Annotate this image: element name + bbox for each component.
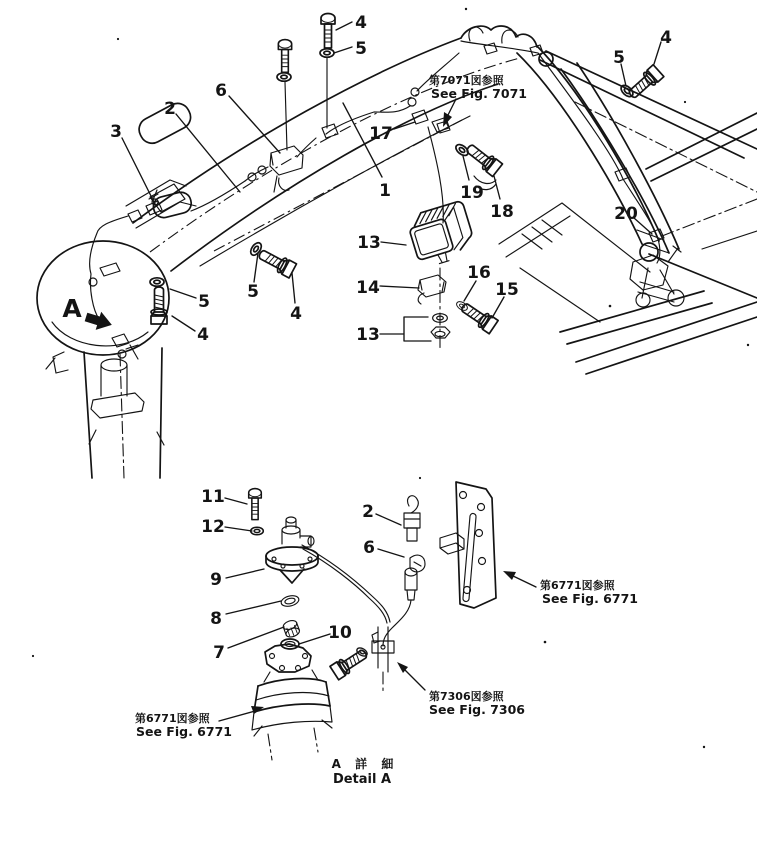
view-a-arrow [83,308,114,334]
o-ring-8 [280,594,300,608]
wiring-harness [89,41,664,359]
callout-16: 16 [467,263,491,283]
callout-2-harness: 2 [164,99,176,119]
callout-5-top-right: 5 [613,48,625,68]
bracket-7306 [372,627,394,694]
nut-13 [431,327,450,338]
washer-5-top-left [320,49,334,57]
view-a-label: A [62,294,82,323]
ref-notes [135,73,638,739]
callout-4-top-right: 4 [660,28,672,48]
ref-note-7306-en: See Fig. 7306 [429,702,525,717]
washer-5-top-right [619,83,635,99]
lamp-mounting-hardware [418,275,498,338]
bolt-4-mid [256,247,296,278]
bolt-4-top-left [321,14,335,49]
connector-2-wire-loop [408,496,419,513]
bolt-clamp-6 [278,40,291,73]
callout-6-boom: 6 [215,81,227,101]
detail-caption-en: Detail A [332,772,392,787]
ref-note-6771-right-jp: 第6771図参照 [540,579,615,592]
callout-5-top-left: 5 [355,39,367,59]
callout-8: 8 [210,609,222,629]
valve-assembly-9 [266,517,318,639]
ref-note-7071-en: See Fig. 7071 [431,86,527,101]
fitting-7 [282,619,301,639]
callout-13-nut: 13 [356,325,380,345]
paper-speckles [32,8,749,748]
callout-13-lamp: 13 [357,233,381,253]
washer-19 [454,142,470,157]
callout-18: 18 [490,202,514,222]
callout-4-top-left: 4 [355,13,367,33]
connector-2 [404,513,420,541]
callout-4-foot: 4 [197,325,209,345]
callout-12: 12 [201,517,225,537]
clamp-6-detail [410,533,464,572]
ref-note-6771-left-en: See Fig. 6771 [136,724,232,739]
callout-4-mid: 4 [290,304,302,324]
washer-clamp-6 [277,73,291,81]
callout-15: 15 [495,280,519,300]
callout-5-mid: 5 [247,282,259,302]
callout-5-foot: 5 [198,292,210,312]
callout-3: 3 [110,122,122,142]
callout-11: 11 [201,487,225,507]
detail-caption-jp: A 詳 細 [331,757,399,771]
callout-17: 17 [369,124,393,144]
callout-2-detail: 2 [362,502,374,522]
swivel-joint-cylinder [252,639,332,760]
washer-5-foot [150,278,164,286]
bolt-18 [463,141,502,176]
callout-9: 9 [210,570,222,590]
callout-6-detail: 6 [363,538,375,558]
callout-19: 19 [460,183,484,203]
bolt-11 [249,489,262,520]
swing-post [46,348,164,478]
callout-7: 7 [213,643,225,663]
detail-a-wiring [302,496,464,646]
washer-5-mid [249,241,264,257]
callout-1: 1 [379,181,391,201]
callout-10: 10 [328,623,352,643]
ref-note-6771-left-jp: 第6771図参照 [135,712,210,725]
ref-note-6771-right-en: See Fig. 6771 [542,591,638,606]
callout-20: 20 [614,204,638,224]
detail-caption [332,756,399,787]
ref-note-7306-jp: 第7306図参照 [429,690,504,703]
callout-14: 14 [356,278,380,298]
boom-foot [37,241,169,355]
mounting-plate [456,482,496,608]
ref-note-7071-jp: 第7071図参照 [429,74,504,87]
